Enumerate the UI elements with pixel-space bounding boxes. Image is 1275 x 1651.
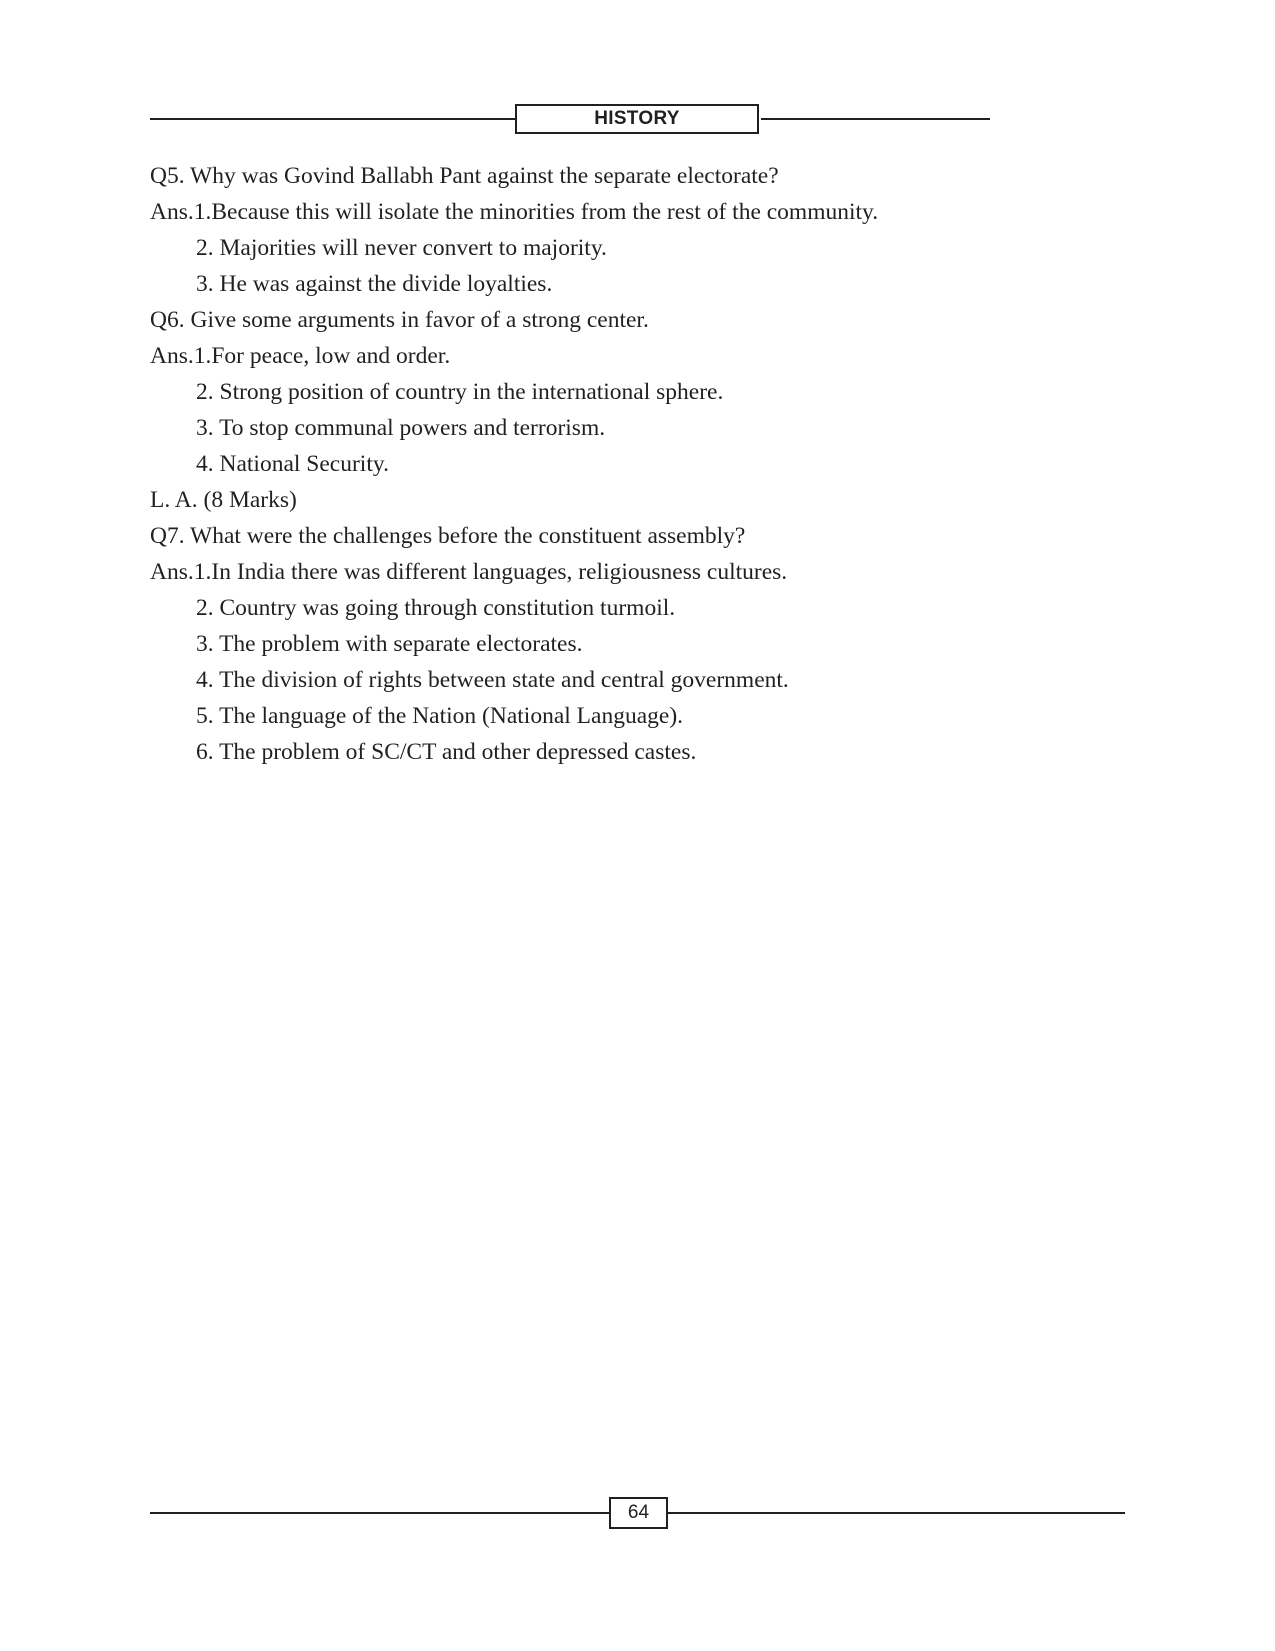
header-rule-left (150, 118, 515, 120)
answer-line: Ans.1.Because this will isolate the minorities from the rest of the community. (150, 199, 879, 225)
page-footer (150, 1497, 1125, 1531)
section-heading-long-answer: L. A. (8 Marks) (150, 487, 297, 513)
answer-line: 3. The problem with separate electorates. (196, 631, 583, 657)
footer-rule-left (150, 1512, 609, 1514)
question-q5: Q5. Why was Govind Ballabh Pant against the separate electorate? (150, 163, 779, 189)
answer-line: 5. The language of the Nation (National Language). (196, 703, 684, 729)
answer-line: 2. Majorities will never convert to majority. (196, 235, 607, 261)
page-body (150, 158, 1130, 770)
footer-rule-right (668, 1512, 1125, 1514)
answer-line: Ans.1.For peace, low and order. (150, 343, 451, 369)
header-rule-right (761, 118, 990, 120)
answer-line: 3. To stop communal powers and terrorism. (196, 415, 606, 441)
page-header (150, 104, 990, 138)
answer-line: Ans.1.In India there was different languages, religiousness cultures. (150, 559, 788, 585)
question-q7: Q7. What were the challenges before the constituent assembly? (150, 523, 746, 549)
answer-line: 2. Strong position of country in the international sphere. (196, 379, 724, 405)
answer-line: 4. The division of rights between state and central government. (196, 667, 789, 693)
answer-line: 6. The problem of SC/CT and other depressed castes. (196, 739, 697, 765)
section-title: HISTORY (515, 104, 759, 134)
answer-line: 4. National Security. (196, 451, 389, 477)
page-number: 64 (609, 1497, 668, 1529)
answer-line: 2. Country was going through constitution turmoil. (196, 595, 676, 621)
question-q6: Q6. Give some arguments in favor of a strong center. (150, 307, 649, 333)
answer-line: 3. He was against the divide loyalties. (196, 271, 553, 297)
